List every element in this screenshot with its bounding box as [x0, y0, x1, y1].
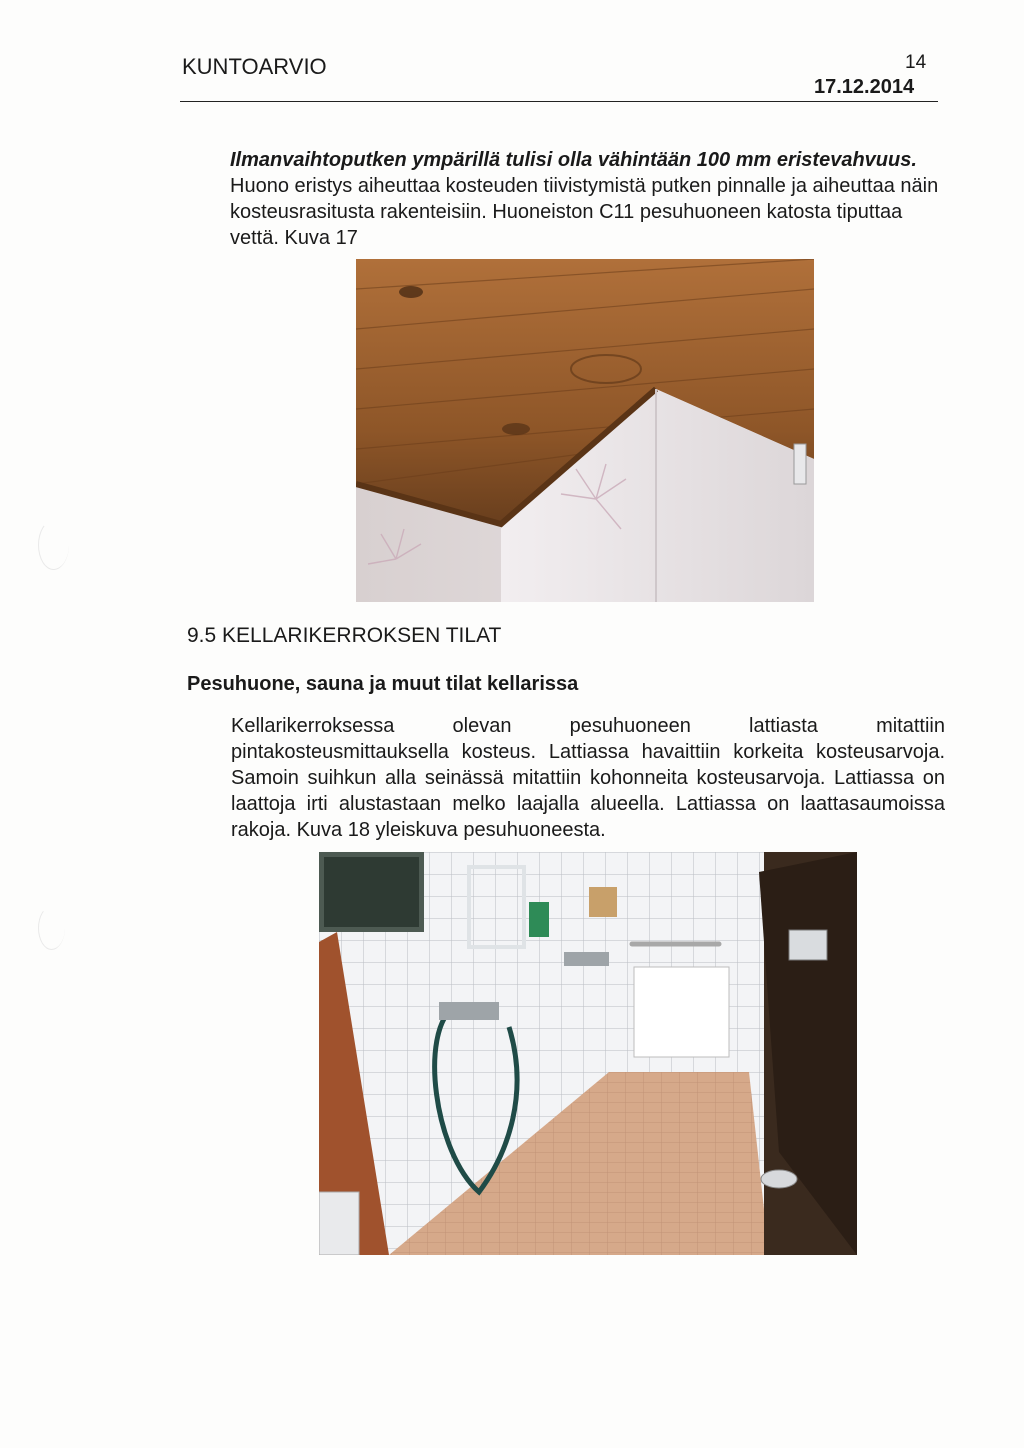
- ceiling-photo: [356, 259, 814, 602]
- section-heading: 9.5 KELLARIKERROKSEN TILAT: [187, 624, 502, 647]
- header-divider: [180, 101, 938, 102]
- document-title: KUNTOARVIO: [182, 54, 327, 79]
- document-date: 17.12.2014: [814, 76, 915, 98]
- page-number: 14: [905, 52, 927, 73]
- section-subheading: Pesuhuone, sauna ja muut tilat kellarissa: [187, 673, 579, 695]
- section-paragraph: Kellarikerroksessa olevan pesuhuoneen lattiasta mitattiin pintakosteusmittauksella kosteus. Lattiassa havaittiin korkeita kosteusarvoja. Samoin suihkun alla seinässä mitattiin kohonneita kosteusarvoja. Lattiassa on laattoja irti alustastaan melko laajalla alueella. Lattiassa on laattasaumoissa rakoja. Kuva 18 yleiskuva pesuhuoneesta.: [231, 715, 945, 841]
- scan-margin-mark: [38, 906, 65, 950]
- intro-body: Huono eristys aiheuttaa kosteuden tiivistymistä putken pinnalle ja aiheuttaa näin kosteusrasitusta rakenteisiin. Huoneiston C11 pesuhuoneen katosta tiputtaa vettä. Kuva 17: [230, 175, 939, 249]
- intro-lead: Ilmanvaihtoputken ympärillä tulisi olla vähintään 100 mm eristevahvuus.: [230, 149, 917, 171]
- bathroom-photo: [319, 852, 857, 1255]
- intro-paragraph: [230, 147, 945, 251]
- scan-margin-mark: [38, 520, 69, 570]
